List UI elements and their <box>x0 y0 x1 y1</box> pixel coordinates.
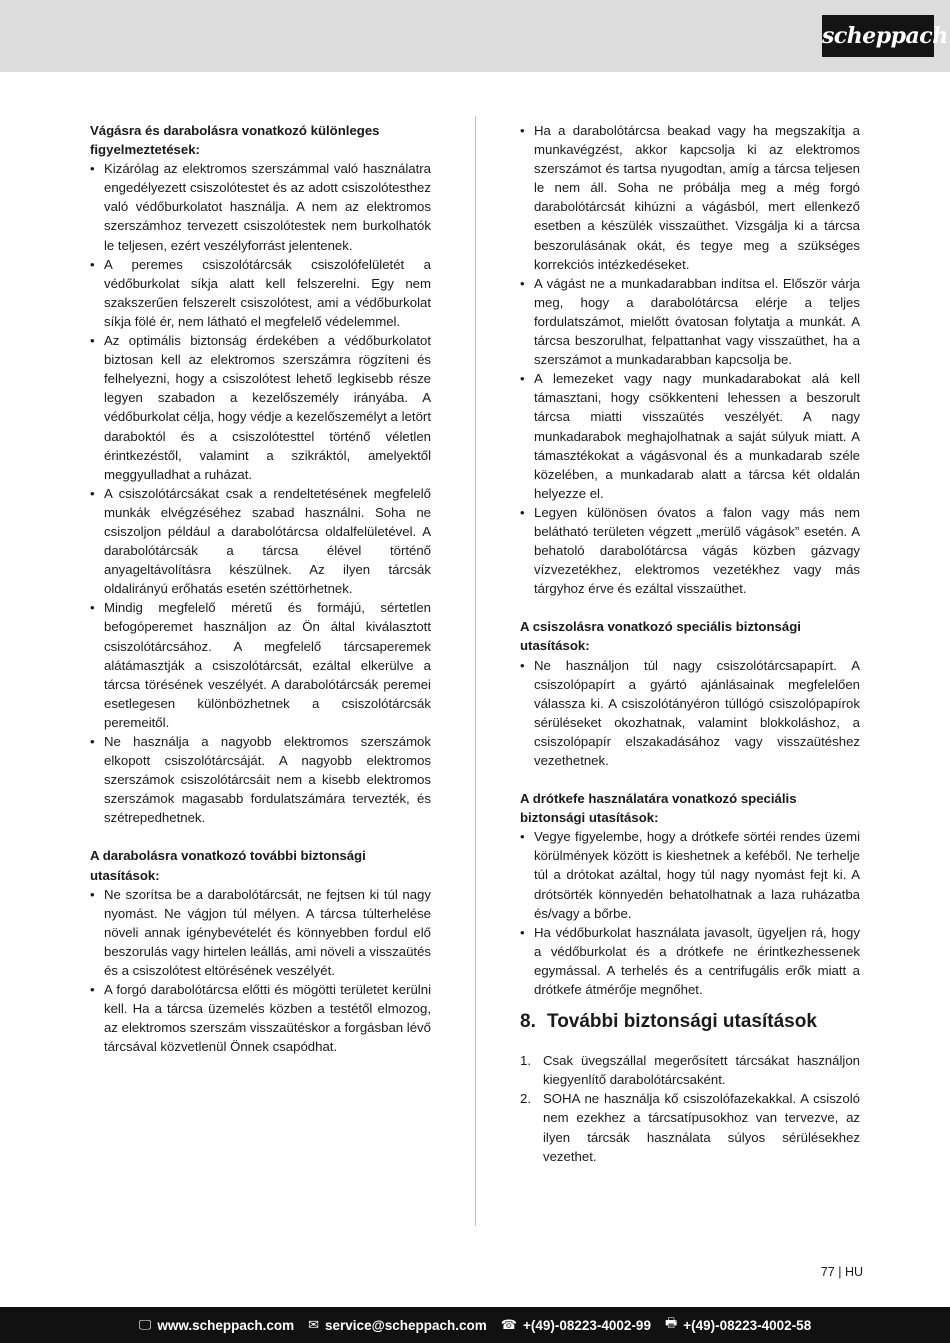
section-heading: A drótkefe használatára vonatkozó speciális biztonsági utasítások: <box>520 791 797 826</box>
footer-bar <box>0 1307 950 1343</box>
left-column <box>90 121 431 1057</box>
item-number: 2. <box>520 1091 531 1107</box>
section-heading: A csiszolásra vonatkozó speciális biztonsági utasítások: <box>520 619 801 654</box>
scheppach-logo: scheppach <box>822 15 934 57</box>
list-item: • A lemezeket vagy nagy munkadarabokat alá kell támasztani, hogy csökkenteni lehessen a beszorult tárcsa miatti visszaütés veszélyét. A nagy munkadarabok meghajolhatnak a saját súlyuk miatt. A támasztékokat a vágásvonal és a munkadarab széle közelében, a munkadarab alatt a tárcsa két oldalán helyezze el. <box>520 369 860 503</box>
list-item: • A forgó darabolótárcsa előtti és mögötti területet kerülni kell. Ha a tárcsa üzemelés közben a testétől elmozog, az elektromos szerszám visszaütéskor a forgásban lévő tárcsával közvetlenül Önnek csapódhat. <box>90 980 431 1056</box>
list-item: • Kizárólag az elektromos szerszámmal való használatra engedélyezett csiszolótestet és az adott csiszolótesthez való védőburkolatot használja. A nem az elektromos szerszámhoz tervezett csiszolótestek nem burkolhatók le teljesen, ezért veszélyforrást jelentenek. <box>90 159 431 254</box>
email-link[interactable]: service@scheppach.com <box>325 1317 487 1333</box>
item-number: 1. <box>520 1053 531 1069</box>
monitor-icon: 🖵 <box>138 1317 152 1332</box>
list-item: • A csiszolótárcsákat csak a rendeltetésének megfelelő munkák elvégzéséhez szabad használni. Soha ne csiszoljon például a darabolótárcsa oldalfelületével. A darabolótárcsák a tárcsa élével történő anyageltávolításra készülnek. Az ilyen tárcsák oldalirányú erőhatás esetén széttörhetnek. <box>90 484 431 599</box>
list-item: • Ha a darabolótárcsa beakad vagy ha megszakítja a munkavégzést, akkor kapcsolja ki az elektromos szerszámot és tartsa nyugodtan, amíg a tárcsa teljesen le nem áll. Soha ne próbálja meg a még forgó darabolótárcsát kihúzni a vágásból, mert ellenkező esetben a készülék visszaüthet. Vizsgálja ki a tárcsa beszorulásának okát, és tegye meg a szükséges korrekciós intézkedéseket. <box>520 121 860 274</box>
bullet-list <box>520 121 860 598</box>
footer-fax <box>665 1314 811 1336</box>
bullet-list <box>90 885 431 1057</box>
section-heading: Vágásra és darabolásra vonatkozó különleges figyelmeztetések: <box>90 123 380 158</box>
phone-icon: ☎ <box>500 1317 517 1332</box>
bullet-list <box>520 827 860 999</box>
section-number: 8. <box>520 1011 536 1033</box>
footer-phone <box>501 1317 651 1333</box>
section-title-text: További biztonsági utasítások <box>547 1011 817 1033</box>
list-item: • A vágást ne a munkadarabban indítsa el. Először várja meg, hogy a darabolótárcsa elérje a teljes fordulatszámot, mielőtt óvatosan folytatja a munkát. A tárcsa beszorulhat, felpattanhat vagy visszaüthet, ha a szerszámot a munkadarabban kapcsolja be. <box>520 274 860 369</box>
list-item: • Az optimális biztonság érdekében a védőburkolatot biztosan kell az elektromos szerszámra rögzíteni és felhelyezni, hogy a csiszolótest lehető legkisebb része legyen szabadon a kezelőszemély irányába. A védőburkolat célja, hogy védje a kezelőszemélyt a letört daraboktól és a csiszolótesttel történő véletlen érintkezéstől, valamint a szikráktól, amelyektől meggyulladhat a ruházat. <box>90 331 431 484</box>
list-item: • Ne használjon túl nagy csiszolótárcsapapírt. A csiszolópapírt a gyártó ajánlásainak megfelelően válassza ki. A csiszolótányéron túllógó csiszolópapírok sérüléseket okozhatnak, valamint blokkoláshoz, a csiszolópapír elszakadásához vagy visszaütéshez vezethetnek. <box>520 656 860 771</box>
footer-email <box>308 1317 487 1333</box>
header-band <box>0 0 950 72</box>
list-item: • Ne használja a nagyobb elektromos szerszámok elkopott csiszolótárcsáját. A nagyobb elektromos szerszámok csiszolótárcsáit nem a kisebb elektromos szerszámok magasabb fordulatszámára tervezték, és szétrepedhetnek. <box>90 732 431 827</box>
item-text: SOHA ne használja kő csiszolófazekakkal. A csiszoló nem ezekhez a tárcsatípusokhoz van tervezve, az ilyen tárcsák használata súlyos sérülésekhez vezethet. <box>543 1091 860 1164</box>
list-item: • Ha védőburkolat használata javasolt, ügyeljen rá, hogy a védőburkolat és a drótkefe ne érintkezhessenek egymással. A terhelés és a centrifugális erők miatt a drótkefe átmérője megnőhet. <box>520 923 860 999</box>
list-item: • Vegye figyelembe, hogy a drótkefe sörtéi rendes üzemi körülmények között is kieshetnek a keféből. Ne terhelje túl a drótokat azáltal, hogy túl nagy nyomást fejt ki. A drótsörték könnyedén behatolhatnak a laza ruházatba és/vagy a bőrbe. <box>520 827 860 922</box>
section-title <box>520 1010 860 1034</box>
numbered-list <box>520 1051 860 1166</box>
list-item <box>520 1051 860 1089</box>
list-item: • A peremes csiszolótárcsák csiszolófelületét a védőburkolat síkja alatt kell felszerelni. Egy nem szakszerűen felszerelt csiszolótest, ami a védőburkolat síkja fölé ér, nem látható el megfelelő védelemmel. <box>90 255 431 331</box>
page-number: 77 | HU <box>820 1265 863 1279</box>
column-divider <box>475 116 476 1226</box>
envelope-icon: ✉ <box>308 1317 320 1332</box>
list-item <box>520 1089 860 1165</box>
bullet-list <box>90 159 431 827</box>
list-item: • Ne szorítsa be a darabolótárcsát, ne fejtsen ki túl nagy nyomást. Ne vágjon túl mélyen. A tárcsa túlterhelése növeli annak igénybevételét és könnyebben fordul elő beszorulás vagy hirtelen leállás, ami növeli a visszaütés és a csiszolótest eltörésének veszélyét. <box>90 885 431 980</box>
list-item: • Mindig megfelelő méretű és formájú, sértetlen befogóperemet használjon az Ön által kiválasztott csiszolótárcsához. A megfelelő tárcsaperemek alátámasztják a csiszolótárcsát, ezáltal elkerülve a tárcsa törésének veszélyét. A darabolótárcsák peremei esetlegesen különbözhetnek a csiszolótárcsák peremeitől. <box>90 598 431 732</box>
website-link[interactable]: www.scheppach.com <box>157 1317 295 1333</box>
section-heading: A darabolásra vonatkozó további biztonsági utasítások: <box>90 848 366 883</box>
phone-number: +(49)-08223-4002-99 <box>522 1317 651 1333</box>
list-item: • Legyen különösen óvatos a falon vagy más nem belátható területen végzett „merülő vágások” esetén. A behatoló darabolótárcsa vágás közben gázvagy vízvezetékhez, elektromos vezetékhez vagy más tárgyhoz érve és ezáltal visszaüthet. <box>520 503 860 598</box>
footer-web <box>139 1317 294 1333</box>
bullet-list <box>520 656 860 771</box>
right-column <box>520 121 860 1166</box>
fax-number: +(49)-08223-4002-58 <box>683 1317 812 1333</box>
fax-icon: 🖶 <box>664 1315 678 1330</box>
item-text: Csak üvegszállal megerősített tárcsákat használjon kiegyenlítő darabolótárcsaként. <box>543 1053 860 1088</box>
